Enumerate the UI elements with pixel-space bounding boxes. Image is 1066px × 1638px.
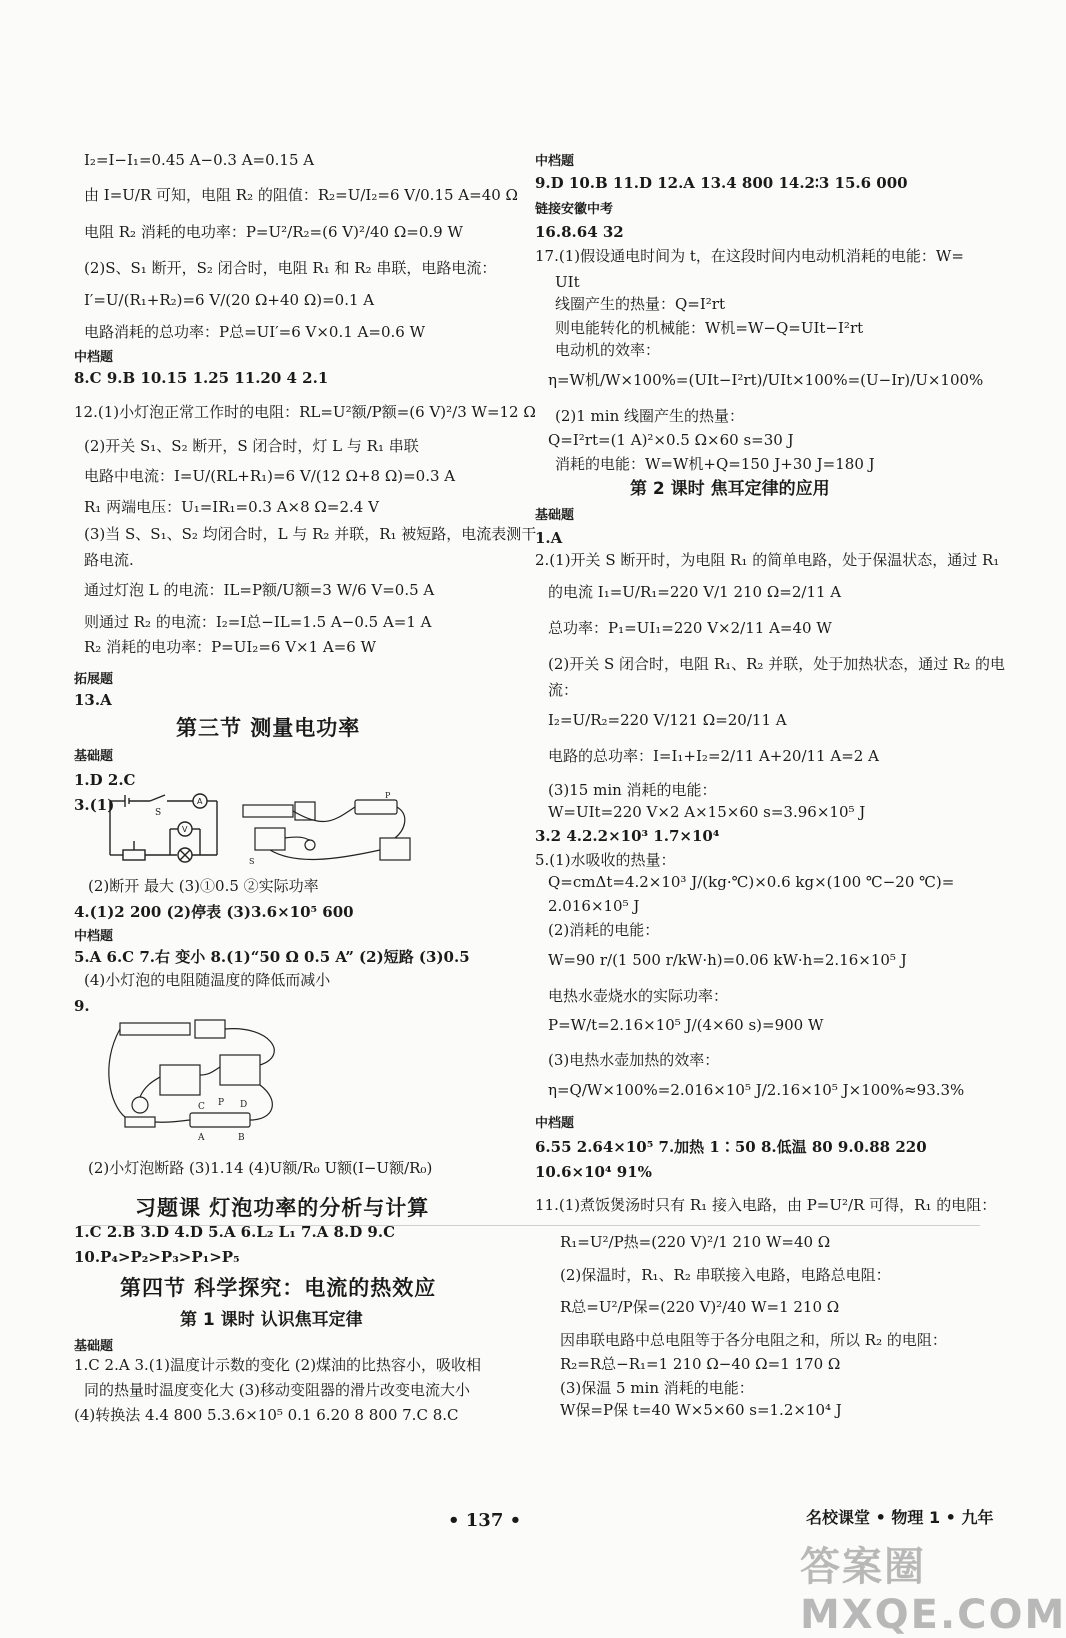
answer-line: 13.A (74, 691, 112, 709)
answer-line: 10.6×10⁴ 91% (535, 1163, 652, 1181)
answer-line: 1.C 2.A 3.(1)温度计示数的变化 (2)煤油的比热容小，吸收相 (74, 1356, 482, 1374)
answer-line: 9. (74, 997, 90, 1015)
answer-line: 电阻 R₂ 消耗的电功率：P=U²/R₂=(6 V)²/40 Ω=0.9 W (84, 223, 463, 241)
answer-line: W=UIt=220 V×2 A×15×60 s=3.96×10⁵ J (548, 803, 866, 821)
answer-line: Q=cmΔt=4.2×10³ J/(kg·℃)×0.6 kg×(100 ℃−20 ℃)= (548, 873, 955, 891)
answer-line: (3)15 min 消耗的电能： (548, 781, 717, 799)
answer-line: 5.A 6.C 7.右 变小 8.(1)“50 Ω 0.5 A” (2)短路 (3)0.5 (74, 948, 470, 966)
apparatus-sketch-q9 (100, 1005, 360, 1145)
answer-line: 电热水壶烧水的实际功率： (548, 987, 729, 1005)
answer-line: 1.C 2.B 3.D 4.D 5.A 6.L₂ L₁ 7.A 8.D 9.C (74, 1223, 396, 1241)
answer-line: 16.8.64 32 (535, 223, 624, 241)
answer-line: η=Q/W×100%=2.016×10⁵ J/2.16×10⁵ J×100%≈93.3% (548, 1081, 965, 1099)
answer-line: 则通过 R₂ 的电流：I₂=I总−IL=1.5 A−0.5 A=1 A (84, 613, 432, 631)
answer-line: 1.D 2.C (74, 771, 136, 789)
answer-line: 路电流. (84, 551, 134, 569)
answer-line: 5.(1)水吸收的热量： (535, 851, 676, 869)
answer-line: 2.(1)开关 S 断开时，为电阻 R₁ 的简单电路，处于保温状态，通过 R₁ (535, 551, 1000, 569)
answer-line: 电路消耗的总功率：P总=UI′=6 V×0.1 A=0.6 W (84, 323, 425, 341)
watermark-logo: 答案圈 MXQE.COM (800, 1544, 1066, 1638)
answer-line: 因串联电路中总电阻等于各分电阻之和，所以 R₂ 的电阻： (560, 1331, 947, 1349)
question-level-heading: 基础题 (74, 1339, 114, 1354)
svg-text:A: A (198, 1133, 205, 1143)
question-level-heading: 中档题 (74, 350, 114, 365)
svg-text:V: V (182, 825, 188, 834)
answer-line: 10.P₄>P₂>P₃>P₁>P₅ (74, 1248, 240, 1266)
svg-text:C: C (198, 1102, 205, 1112)
svg-text:P: P (385, 791, 391, 800)
answer-line: 3.2 4.2.2×10³ 1.7×10⁴ (535, 827, 720, 845)
answer-line: 同的热量时温度变化大 (3)移动变阻器的滑片改变电流大小 (84, 1381, 471, 1399)
svg-text:B: B (238, 1133, 245, 1143)
answer-line: 电路中电流：I=U/(RL+R₁)=6 V/(12 Ω+8 Ω)=0.3 A (84, 467, 456, 485)
answer-line: (2)1 min 线圈产生的热量： (555, 407, 745, 425)
circuit-diagram-q3 (105, 793, 225, 865)
answer-line: 则电能转化的机械能：W机=W−Q=UIt−I²rt (555, 319, 864, 337)
answer-line: 线圈产生的热量：Q=I²rt (555, 295, 726, 313)
answer-line: I₂=I−I₁=0.45 A−0.3 A=0.15 A (84, 151, 315, 169)
answer-line: 4.(1)2 200 (2)停表 (3)3.6×10⁵ 600 (74, 903, 354, 921)
question-level-heading: 中档题 (74, 929, 114, 944)
svg-text:S: S (155, 808, 162, 818)
question-level-heading: 链接安徽中考 (535, 202, 614, 217)
answer-line: (2)S、S₁ 断开，S₂ 闭合时，电阻 R₁ 和 R₂ 串联，电路电流： (84, 259, 497, 277)
answer-line: (3)当 S、S₁、S₂ 均闭合时，L 与 R₂ 并联，R₁ 被短路，电流表测干 (84, 525, 537, 543)
answer-line: (2)开关 S 闭合时，电阻 R₁、R₂ 并联，处于加热状态，通过 R₂ 的电 (548, 655, 1006, 673)
answer-line: 电动机的效率： (555, 341, 661, 359)
question-level-heading: 中档题 (535, 1116, 575, 1131)
answer-line: I₂=U/R₂=220 V/121 Ω=20/11 A (548, 711, 787, 729)
answer-line: R₁ 两端电压：U₁=IR₁=0.3 A×8 Ω=2.4 V (84, 498, 379, 516)
answer-line: (4)转换法 4.4 800 5.3.6×10⁵ 0.1 6.20 8 800 7.C 8.C (74, 1406, 459, 1424)
svg-text:P: P (218, 1098, 225, 1108)
answer-line: (3)电热水壶加热的效率： (548, 1051, 720, 1069)
question-level-heading: 拓展题 (74, 672, 114, 687)
apparatus-sketch-q3 (235, 790, 420, 870)
answer-line: 2.016×10⁵ J (548, 897, 640, 915)
answer-line: UIt (555, 273, 580, 291)
section-title: 第 2 课时 焦耳定律的应用 (630, 479, 830, 499)
answer-line: Q=I²rt=(1 A)²×0.5 Ω×60 s=30 J (548, 431, 794, 449)
answer-line: (2)小灯泡断路 (3)1.14 (4)U额/R₀ U额(I−U额/R₀) (88, 1159, 433, 1177)
answer-line: W=90 r/(1 500 r/kW·h)=0.06 kW·h=2.16×10⁵ J (548, 951, 907, 969)
answer-line: 11.(1)煮饭煲汤时只有 R₁ 接入电路，由 P=U²/R 可得，R₁ 的电阻： (535, 1196, 997, 1214)
answer-line: R总=U²/P保=(220 V)²/40 W=1 210 Ω (560, 1298, 840, 1316)
question-level-heading: 基础题 (535, 508, 575, 523)
answer-line: 总功率：P₁=UI₁=220 V×2/11 A=40 W (548, 619, 832, 637)
page-number: • 137 • (448, 1510, 522, 1531)
answer-line: 8.C 9.B 10.15 1.25 11.20 4 2.1 (74, 369, 329, 387)
answer-line: 消耗的电能：W=W机+Q=150 J+30 J=180 J (555, 455, 875, 473)
answer-line: 1.A (535, 529, 563, 547)
question-level-heading: 中档题 (535, 154, 575, 169)
answer-line: R₁=U²/P热=(220 V)²/1 210 W=40 Ω (560, 1233, 831, 1251)
answer-line: W保=P保 t=40 W×5×60 s=1.2×10⁴ J (560, 1401, 842, 1419)
answer-line: 电路的总功率：I=I₁+I₂=2/11 A+20/11 A=2 A (548, 747, 879, 765)
answer-line: 流： (548, 681, 579, 699)
answer-line: 3.(1) (74, 796, 115, 814)
answer-line: (2)开关 S₁、S₂ 断开，S 闭合时，灯 L 与 R₁ 串联 (84, 437, 419, 455)
section-title: 第四节 科学探究：电流的热效应 (120, 1276, 437, 1300)
answer-line: η=W机/W×100%=(UIt−I²rt)/UIt×100%=(U−Ir)/U×100% (548, 371, 984, 389)
answer-line: R₂=R总−R₁=1 210 Ω−40 Ω=1 170 Ω (560, 1355, 841, 1373)
book-footer: 名校课堂 • 物理 1 • 九年 (806, 1508, 994, 1527)
answer-line: 6.55 2.64×10⁵ 7.加热 1∶50 8.低温 80 9.0.88 220 (535, 1138, 927, 1156)
section-title: 习题课 灯泡功率的分析与计算 (135, 1196, 430, 1220)
answer-line: (2)保温时，R₁、R₂ 串联接入电路，电路总电阻： (560, 1266, 891, 1284)
answer-line: 由 I=U/R 可知，电阻 R₂ 的阻值：R₂=U/I₂=6 V/0.15 A=40 Ω (84, 186, 518, 204)
answer-line: 12.(1)小灯泡正常工作时的电阻：RL=U²额/P额=(6 V)²/3 W=12 Ω (74, 403, 536, 421)
question-level-heading: 基础题 (74, 749, 114, 764)
svg-text:D: D (240, 1100, 248, 1110)
answer-line: 通过灯泡 L 的电流：IL=P额/U额=3 W/6 V=0.5 A (84, 581, 435, 599)
answer-line: (3)保温 5 min 消耗的电能： (560, 1379, 754, 1397)
answer-line: (2)断开 最大 (3)①0.5 ②实际功率 (88, 877, 319, 895)
section-title: 第三节 测量电功率 (176, 716, 361, 740)
svg-text:A: A (197, 797, 203, 806)
svg-text:S: S (249, 857, 255, 866)
answer-line: (2)消耗的电能： (548, 921, 660, 939)
answer-line: R₂ 消耗的电功率：P=UI₂=6 V×1 A=6 W (84, 638, 377, 656)
answer-line: 9.D 10.B 11.D 12.A 13.4 800 14.2∶3 15.6 000 (535, 174, 908, 192)
answer-line: 的电流 I₁=U/R₁=220 V/1 210 Ω=2/11 A (548, 583, 842, 601)
answer-line: I′=U/(R₁+R₂)=6 V/(20 Ω+40 Ω)=0.1 A (84, 291, 375, 309)
answer-line: 17.(1)假设通电时间为 t，在这段时间内电动机消耗的电能：W= (535, 247, 964, 265)
section-title: 第 1 课时 认识焦耳定律 (180, 1310, 363, 1330)
answer-line: P=W/t=2.16×10⁵ J/(4×60 s)=900 W (548, 1016, 824, 1034)
answer-line: (4)小灯泡的电阻随温度的降低而减小 (84, 971, 331, 989)
